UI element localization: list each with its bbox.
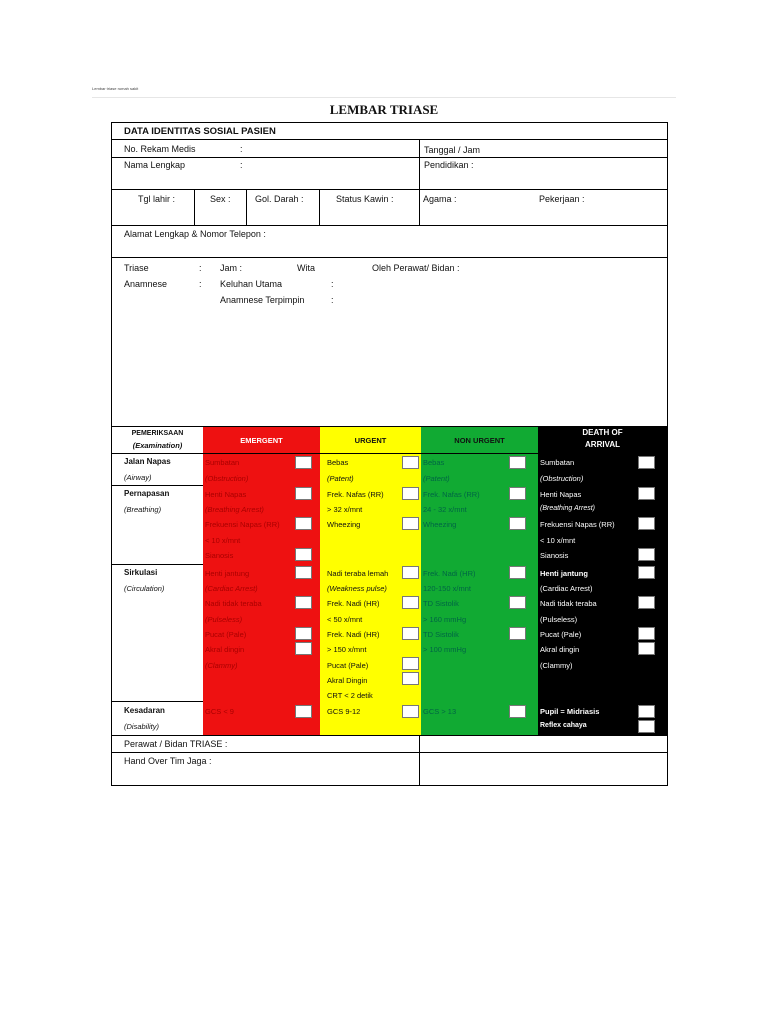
breathing-label: Pernapasan bbox=[124, 489, 170, 498]
urgent-header: URGENT bbox=[354, 436, 387, 445]
checkbox[interactable] bbox=[638, 627, 655, 640]
death-breathing-1: (Breathing Arrest) bbox=[540, 505, 595, 512]
divider bbox=[112, 189, 667, 190]
terpimpin-colon: : bbox=[331, 295, 334, 305]
death-breathing-4: Sianosis bbox=[540, 551, 569, 560]
urgent-disability: GCS 9-12 bbox=[327, 707, 361, 716]
checkbox[interactable] bbox=[638, 548, 655, 561]
divider bbox=[112, 257, 667, 258]
circulation-label: Sirkulasi bbox=[124, 568, 158, 577]
emergent-circulation-5: Akral dingin bbox=[205, 645, 245, 654]
death-breathing-0: Henti Napas bbox=[540, 490, 582, 499]
death-circulation-2: Nadi tidak teraba bbox=[540, 599, 597, 608]
urgent-circulation-7: Akral Dingin bbox=[327, 676, 368, 685]
death-airway-0: Sumbatan bbox=[540, 458, 575, 467]
divider bbox=[112, 453, 667, 454]
anamnese-colon: : bbox=[199, 279, 202, 289]
urgent-airway-0: Bebas bbox=[327, 458, 349, 467]
non-urgent-circulation-2: TD Sistolik bbox=[423, 599, 459, 608]
triage-form bbox=[111, 122, 668, 786]
urgent-breathing-2: Wheezing bbox=[327, 520, 361, 529]
checkbox[interactable] bbox=[402, 705, 419, 718]
death-circulation-3: (Pulseless) bbox=[540, 615, 578, 624]
urgent-circulation-2: Frek. Nadi (HR) bbox=[327, 599, 380, 608]
checkbox[interactable] bbox=[638, 642, 655, 655]
divider bbox=[319, 189, 320, 225]
checkbox[interactable] bbox=[295, 487, 312, 500]
urgent-airway-1: (Patent) bbox=[327, 474, 354, 483]
jam-label[interactable]: Jam : bbox=[220, 263, 243, 273]
urgent-breathing-0: Frek. Nafas (RR) bbox=[327, 490, 384, 499]
exam-header: PEMERIKSAAN bbox=[131, 430, 184, 437]
checkbox[interactable] bbox=[295, 548, 312, 561]
non-urgent-circulation-3: > 160 mmHg bbox=[423, 615, 467, 624]
divider bbox=[112, 157, 667, 158]
checkbox[interactable] bbox=[638, 705, 655, 718]
pendidikan-label[interactable]: Pendidikan : bbox=[424, 160, 474, 170]
urgent-circulation-4: Frek. Nadi (HR) bbox=[327, 630, 380, 639]
checkbox[interactable] bbox=[638, 487, 655, 500]
tanggal-jam-label[interactable]: Tanggal / Jam bbox=[424, 145, 481, 155]
keluhan-utama-label[interactable]: Keluhan Utama bbox=[220, 279, 283, 289]
checkbox[interactable] bbox=[402, 566, 419, 579]
triase-colon: : bbox=[199, 263, 202, 273]
urgent-circulation-3: < 50 x/mnt bbox=[327, 615, 363, 624]
non-urgent-airway-1: (Patent) bbox=[423, 474, 450, 483]
death-header-1: DEATH OF bbox=[582, 428, 623, 437]
death-circulation-4: Pucat (Pale) bbox=[540, 630, 582, 639]
emergent-disability: GCS < 9 bbox=[205, 707, 234, 716]
checkbox[interactable] bbox=[402, 487, 419, 500]
emergent-header: EMERGENT bbox=[240, 436, 283, 445]
airway-label-en: (Airway) bbox=[124, 473, 152, 482]
checkbox[interactable] bbox=[295, 517, 312, 530]
emergent-circulation-2: Nadi tidak teraba bbox=[205, 599, 262, 608]
divider bbox=[112, 225, 667, 226]
checkbox[interactable] bbox=[295, 566, 312, 579]
circulation-label-en: (Circulation) bbox=[124, 584, 165, 593]
rekam-medis-label: No. Rekam Medis bbox=[124, 144, 196, 154]
checkbox[interactable] bbox=[509, 705, 526, 718]
death-disability-1: Reflex cahaya bbox=[540, 722, 587, 729]
non-urgent-airway-0: Bebas bbox=[423, 458, 445, 467]
checkbox[interactable] bbox=[638, 456, 655, 469]
emergent-breathing-4: Sianosis bbox=[205, 551, 234, 560]
death-disability-0: Pupil = Midriasis bbox=[540, 707, 600, 716]
nama-colon[interactable]: : bbox=[240, 160, 243, 170]
anamnese-label: Anamnese bbox=[124, 279, 168, 289]
urgent-circulation-6: Pucat (Pale) bbox=[327, 661, 369, 670]
page-title: LEMBAR TRIASE bbox=[329, 102, 439, 117]
urgent-circulation-5: > 150 x/mnt bbox=[327, 645, 367, 654]
checkbox[interactable] bbox=[638, 517, 655, 530]
emergent-airway-1: (Obstruction) bbox=[205, 474, 249, 483]
emergent-circulation-3: (Pulseless) bbox=[205, 615, 243, 624]
status-kawin-label[interactable]: Status Kawin : bbox=[336, 194, 394, 204]
checkbox[interactable] bbox=[509, 517, 526, 530]
anamnese-terpimpin-label[interactable]: Anamnese Terpimpin bbox=[220, 295, 305, 305]
urgent-circulation-0: Nadi teraba lemah bbox=[327, 569, 389, 578]
non-urgent-circulation-0: Frek. Nadi (HR) bbox=[423, 569, 476, 578]
alamat-label[interactable]: Alamat Lengkap & Nomor Telepon : bbox=[124, 229, 266, 239]
breathing-label-en: (Breathing) bbox=[124, 505, 162, 514]
emergent-circulation-1: (Cardiac Arrest) bbox=[205, 584, 258, 593]
checkbox[interactable] bbox=[295, 642, 312, 655]
emergent-breathing-1: (Breathing Arrest) bbox=[205, 505, 264, 514]
divider bbox=[419, 139, 420, 189]
disability-label-en: (Disability) bbox=[124, 722, 160, 731]
sex-label[interactable]: Sex : bbox=[210, 194, 231, 204]
perawat-bidan-label[interactable]: Perawat / Bidan TRIASE : bbox=[124, 739, 228, 749]
death-circulation-5: Akral dingin bbox=[540, 645, 580, 654]
non-urgent-circulation-1: 120-150 x/mnt bbox=[423, 584, 471, 593]
nama-label: Nama Lengkap bbox=[124, 160, 186, 170]
rekam-medis-colon[interactable]: : bbox=[240, 144, 243, 154]
emergent-airway-0: Sumbatan bbox=[205, 458, 240, 467]
death-airway-1: (Obstruction) bbox=[540, 474, 584, 483]
checkbox[interactable] bbox=[295, 705, 312, 718]
tgl-lahir-label[interactable]: Tgl lahir : bbox=[138, 194, 176, 204]
death-breathing-2: Frekuensi Napas (RR) bbox=[540, 520, 615, 529]
death-circulation-6: (Clammy) bbox=[540, 661, 573, 670]
identity-section-title: DATA IDENTITAS SOSIAL PASIEN bbox=[124, 126, 276, 137]
divider bbox=[112, 735, 667, 736]
checkbox[interactable] bbox=[509, 566, 526, 579]
emergent-breathing-0: Henti Napas bbox=[205, 490, 247, 499]
emergent-circulation-0: Henti jantung bbox=[205, 569, 250, 578]
emergent-breathing-2: Frekuensi Napas (RR) bbox=[205, 520, 280, 529]
urgent-breathing-1: > 32 x/mnt bbox=[327, 505, 363, 514]
disability-label: Kesadaran bbox=[124, 706, 165, 715]
divider bbox=[112, 564, 203, 565]
checkbox[interactable] bbox=[638, 720, 655, 733]
non-urgent-disability: GCS > 13 bbox=[423, 707, 457, 716]
checkbox[interactable] bbox=[638, 566, 655, 579]
non-urgent-breathing-1: 24 - 32 x/mnt bbox=[423, 505, 467, 514]
checkbox[interactable] bbox=[638, 596, 655, 609]
divider bbox=[194, 189, 195, 225]
checkbox[interactable] bbox=[509, 627, 526, 640]
checkbox[interactable] bbox=[402, 456, 419, 469]
checkbox[interactable] bbox=[402, 596, 419, 609]
checkbox[interactable] bbox=[402, 672, 419, 685]
agama-label[interactable]: Agama : bbox=[423, 194, 457, 204]
divider bbox=[419, 189, 420, 225]
oleh-perawat-label[interactable]: Oleh Perawat/ Bidan : bbox=[372, 263, 460, 273]
checkbox[interactable] bbox=[402, 627, 419, 640]
death-circulation-1: (Cardiac Arrest) bbox=[540, 584, 593, 593]
emergent-circulation-6: (Clammy) bbox=[205, 661, 238, 670]
urgent-circulation-1: (Weakness pulse) bbox=[327, 584, 387, 593]
urgent-circulation-8: CRT < 2 detik bbox=[327, 691, 373, 700]
divider bbox=[112, 752, 667, 753]
divider bbox=[112, 485, 203, 486]
divider bbox=[419, 735, 420, 785]
pekerjaan-label[interactable]: Pekerjaan : bbox=[539, 194, 585, 204]
gol-darah-label[interactable]: Gol. Darah : bbox=[255, 194, 304, 204]
wita-label: Wita bbox=[297, 263, 315, 273]
divider bbox=[246, 189, 247, 225]
checkbox[interactable] bbox=[509, 596, 526, 609]
death-circulation-0: Henti jantung bbox=[540, 569, 588, 578]
checkbox[interactable] bbox=[509, 487, 526, 500]
triase-label: Triase bbox=[124, 263, 149, 273]
top-divider bbox=[92, 97, 676, 98]
checkbox[interactable] bbox=[295, 456, 312, 469]
non-urgent-header: NON URGENT bbox=[454, 436, 505, 445]
emergent-breathing-3: < 10 x/mnt bbox=[205, 536, 241, 545]
non-urgent-circulation-4: TD Sistolik bbox=[423, 630, 459, 639]
checkbox[interactable] bbox=[402, 657, 419, 670]
divider bbox=[112, 701, 203, 702]
non-urgent-breathing-2: Wheezing bbox=[423, 520, 457, 529]
exam-header-en: (Examination) bbox=[132, 441, 183, 450]
death-breathing-3: < 10 x/mnt bbox=[540, 536, 576, 545]
non-urgent-breathing-0: Frek. Nafas (RR) bbox=[423, 490, 480, 499]
airway-label: Jalan Napas bbox=[124, 457, 171, 466]
checkbox[interactable] bbox=[402, 517, 419, 530]
emergent-circulation-4: Pucat (Pale) bbox=[205, 630, 247, 639]
checkbox[interactable] bbox=[295, 627, 312, 640]
divider bbox=[112, 139, 667, 140]
checkbox[interactable] bbox=[509, 456, 526, 469]
death-header-2: ARRIVAL bbox=[585, 440, 620, 449]
checkbox[interactable] bbox=[295, 596, 312, 609]
non-urgent-circulation-5: > 100 mmHg bbox=[423, 645, 467, 654]
header-small-text: Lembar triase rumah sakit bbox=[92, 86, 139, 91]
handover-label[interactable]: Hand Over Tim Jaga : bbox=[124, 756, 212, 766]
keluhan-colon: : bbox=[331, 279, 334, 289]
